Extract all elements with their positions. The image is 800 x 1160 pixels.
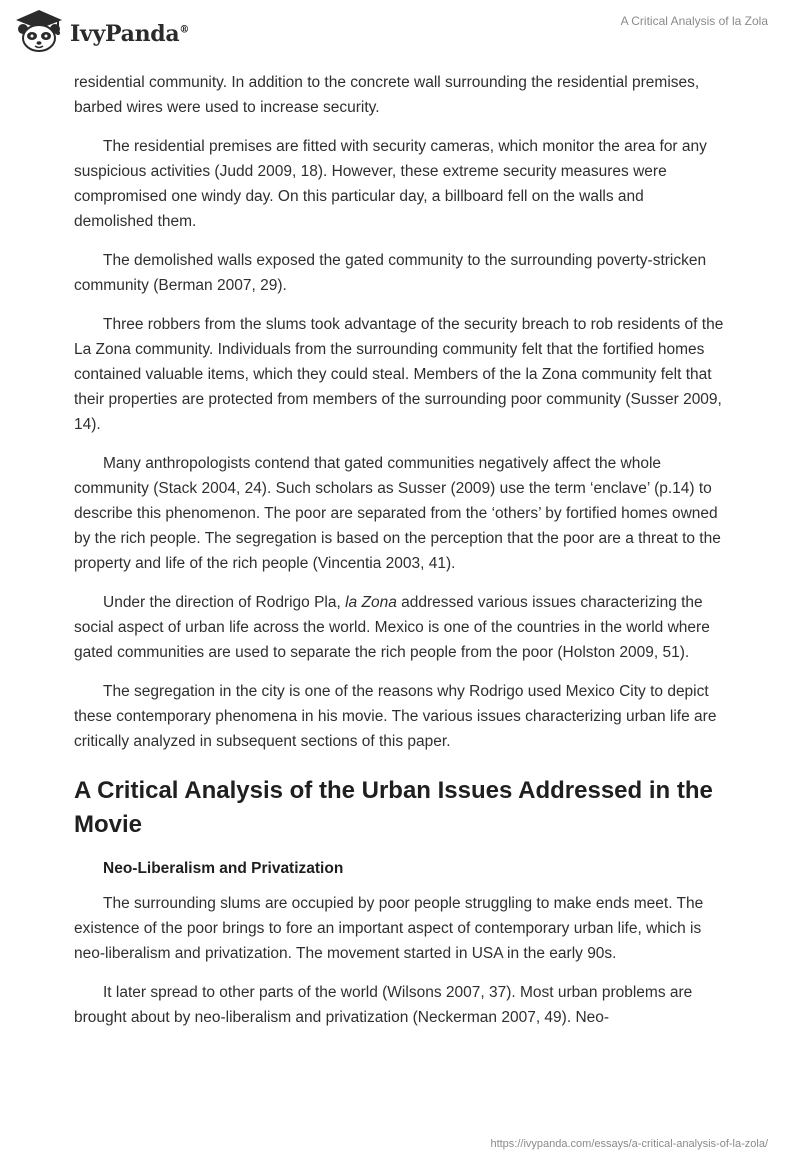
registered-mark: ® xyxy=(179,24,190,36)
brand-label: IvyPanda xyxy=(70,20,180,47)
essay-content xyxy=(74,70,726,1044)
paragraph-2: The residential premises are fitted with security cameras, which monitor the area for any suspicious activities (Judd 2009, 18). However, these extreme security measures were compromised one windy day. On this particular day, a billboard fell on the walls and demolished them. xyxy=(74,138,707,230)
document-title: A Critical Analysis of la Zola xyxy=(620,14,768,28)
subsection-heading: Neo-Liberalism and Privatization xyxy=(103,860,344,877)
movie-title-italic: la Zona xyxy=(345,594,397,611)
paragraph-3: The demolished walls exposed the gated community to the surrounding poverty-stricken community (Berman 2007, 29). xyxy=(74,252,707,294)
paragraph-9: It later spread to other parts of the world (Wilsons 2007, 37). Most urban problems are brought about by neo-liberalism and privatization (Neckerman 2007, 49). Neo- xyxy=(74,984,693,1026)
paragraph-7: The segregation in the city is one of the reasons why Rodrigo used Mexico City to depict these contemporary phenomena in his movie. The various issues characterizing urban life are critically analyzed in subsequent sections of this paper. xyxy=(74,683,717,750)
paragraph-8: The surrounding slums are occupied by poor people struggling to make ends meet. The existence of the poor brings to fore an important aspect of contemporary urban life, which is neo-liberalism and privatization. The movement started in USA in the early 90s. xyxy=(74,895,704,962)
brand-name xyxy=(70,21,189,47)
page-header xyxy=(0,0,800,70)
panda-graduate-icon xyxy=(14,8,64,59)
paragraph-6 xyxy=(74,590,726,665)
paragraph-5: Many anthropologists contend that gated communities negatively affect the whole community (Stack 2004, 24). Such scholars as Susser (2009) use the term ‘enclave’ (p.14) to describe this phenomenon. The poor are separated from the ‘others’ by fortified homes owned by the rich people. The segregation is based on the perception that the poor are a threat to the property and life of the rich people (Vincentia 2003, 41). xyxy=(74,455,721,572)
section-heading: A Critical Analysis of the Urban Issues Addressed in the Movie xyxy=(74,777,713,838)
paragraph-1: residential community. In addition to the concrete wall surrounding the residential premises, barbed wires were used to increase security. xyxy=(74,74,700,116)
paragraph-6-rest: addressed various issues characterizing the social aspect of urban life across the world. Mexico is one of the countries in the world where gated communities are used to separate the rich people from the poor (Holston 2009, 51). xyxy=(74,594,710,661)
paragraph-4: Three robbers from the slums took advantage of the security breach to rob residents of the La Zona community. Individuals from the surrounding community felt that the fortified homes contained valuable items, which they could steal. Members of the la Zona community felt that their properties are protected from members of the surrounding poor community (Susser 2009, 14). xyxy=(74,316,724,433)
paragraph-6-lead: Under the direction of Rodrigo Pla, xyxy=(103,594,346,611)
ivypanda-logo[interactable] xyxy=(14,8,189,59)
source-url[interactable]: https://ivypanda.com/essays/a-critical-analysis-of-la-zola/ xyxy=(490,1138,768,1150)
